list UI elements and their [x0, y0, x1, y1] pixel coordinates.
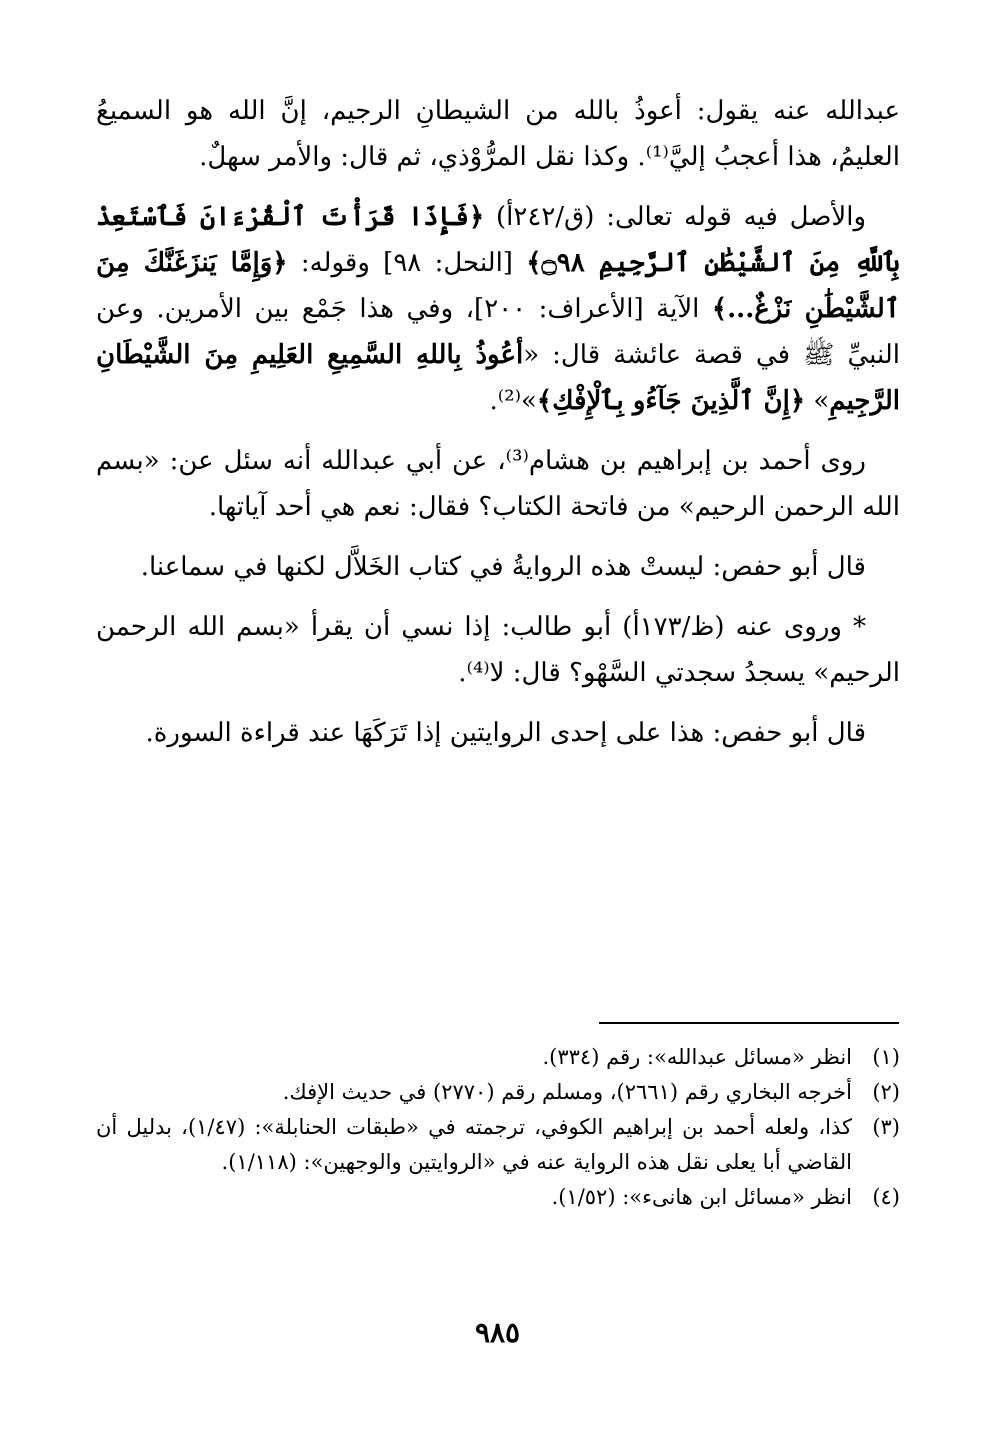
- footnote-3: [96, 1110, 900, 1180]
- paragraph-2-ref-1: [النحل: ٩٨] وقوله:: [287, 248, 527, 278]
- paragraph-2-intro: والأصل فيه قوله تعالى: (ق/٢٤٢أ): [484, 202, 866, 232]
- footnote-text: انظر «مسائل ابن هانىء»: (١/٥٢).: [551, 1185, 852, 1209]
- quran-verse-3: ﴿إِنَّ ٱلَّذِينَ جَآءُو بِٱلْإِفْكِ﴾: [536, 386, 806, 416]
- paragraph-2-end: »⁽²⁾.: [489, 386, 537, 416]
- page-body: [96, 88, 900, 770]
- footnote-text: انظر «مسائل عبدالله»: رقم (٣٣٤).: [542, 1045, 852, 1069]
- paragraph-1: عبدالله عنه يقول: أعوذُ بالله من الشيطانِ الرجيم، إنَّ الله هو السميعُ العليمُ، هذا أعجبُ إليَّ⁽¹⁾. وكذا نقل المرُّوْذي، ثم قال: والأمر سهلٌ.: [96, 96, 900, 172]
- paragraph-5: * وروى عنه (ظ/١٧٣أ) أبو طالب: إذا نسي أن يقرأ «بسم الله الرحمن الرحيم» يسجدُ سجدتي السَّهْو؟ قال: لا⁽⁴⁾.: [96, 612, 900, 688]
- footnote-4: [96, 1180, 900, 1215]
- paragraph-4: قال أبو حفص: ليستْ هذه الروايةُ في كتاب الخَلاَّل لكنها في سماعنا.: [140, 552, 866, 582]
- paragraph-6: قال أبو حفص: هذا على إحدى الروايتين إذا تَرَكَهَا عند قراءة السورة.: [145, 718, 866, 748]
- page-number: ٩٨٥: [474, 1316, 521, 1349]
- paragraph-2-ref-2: الآية [الأعراف: ٢٠٠]، وفي هذا جَمْع بين الأمرين. وعن النبيِّ ﷺ في قصة عائشة قال: «: [96, 294, 901, 370]
- footnote-text: أخرجه البخاري رقم (٢٦٦١)، ومسلم رقم (٢٧٧٠) في حديث الإفك.: [282, 1080, 852, 1104]
- quran-verse-1: ﴿فَإِذَا قَرَأْتَ ٱلْقُرْءَانَ فَٱسْتَعِذْ بِٱللَّهِ مِنَ ٱلشَّيْطَٰنِ ٱلرَّجِيمِ ۝٩٨﴾: [96, 202, 901, 278]
- footnote-number: (٤): [872, 1185, 900, 1209]
- hadith-quote: أعُوذُ بِاللهِ السَّمِيعِ العَلِيمِ مِنَ الشَّيْطَانِ الرَّجِيمِ: [96, 340, 900, 416]
- footnotes: [96, 1040, 900, 1215]
- footnote-divider: [599, 1022, 899, 1024]
- quran-verse-2: ﴿وَإِمَّا يَنزَغَنَّكَ مِنَ ٱلشَّيْطَٰنِ نَزْغٌ...﴾: [96, 248, 901, 324]
- footnote-1: [96, 1040, 900, 1075]
- footnote-number: (٣): [872, 1115, 900, 1139]
- footnote-number: (٢): [872, 1080, 900, 1104]
- footnote-2: [96, 1075, 900, 1110]
- footnote-text: كذا، ولعله أحمد بن إبراهيم الكوفي، ترجمته في «طبقات الحنابلة»: (١/٤٧)، بدليل أن القاضي أبا يعلى نقل هذه الرواية عنه في «الروايتين والوجهين»: (١/١١٨).: [96, 1115, 853, 1174]
- paragraph-3: روى أحمد بن إبراهيم بن هشام⁽³⁾، عن أبي عبدالله أنه سئل عن: «بسم الله الرحمن الرحيم» من فاتحة الكتاب؟ فقال: نعم هي أحد آياتها.: [96, 446, 900, 522]
- footnote-number: (١): [872, 1045, 900, 1069]
- paragraph-2-sep: »: [805, 386, 830, 416]
- paragraph-2: [96, 194, 900, 424]
